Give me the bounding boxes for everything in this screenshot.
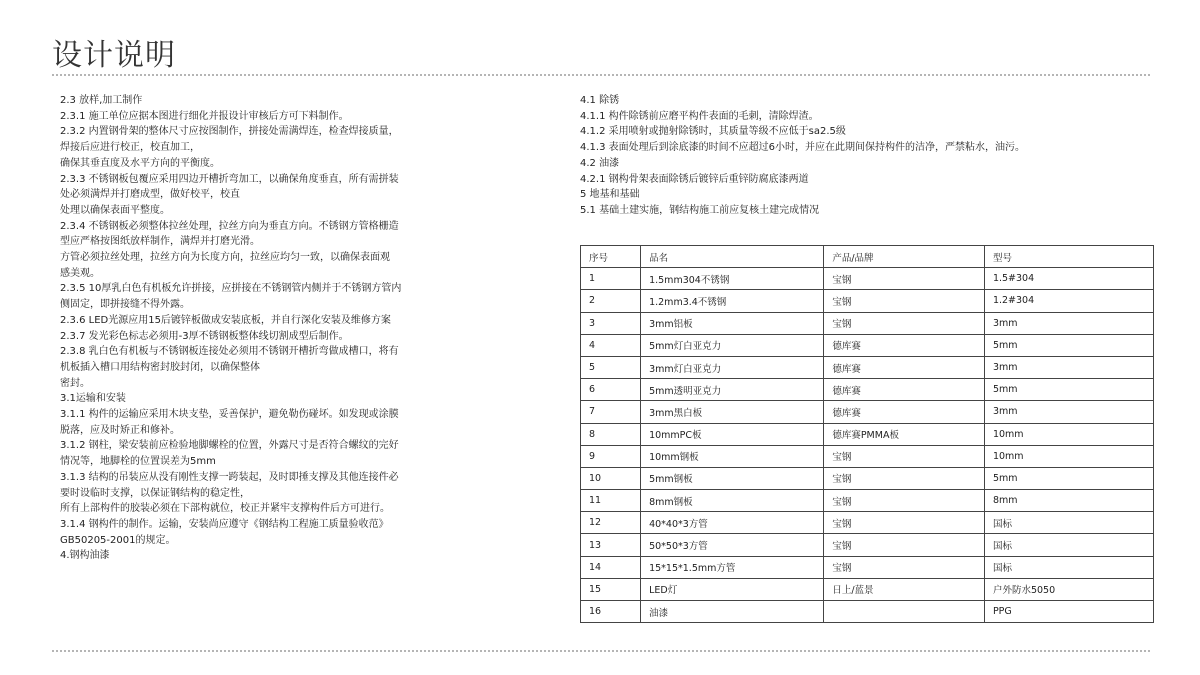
table-row	[581, 556, 1154, 578]
right-notes-column	[580, 93, 1155, 219]
note-line: 5 地基和基础	[580, 189, 640, 201]
cell-index: 8	[581, 423, 641, 445]
table-row	[581, 601, 1154, 623]
note-line: 处必须满焊并打磨成型，做好校平，校直	[60, 189, 240, 201]
cell-brand: 德库赛PMMA板	[824, 423, 985, 445]
left-notes-column	[60, 93, 500, 564]
table-row	[581, 334, 1154, 356]
cell-model: 国标	[984, 556, 1153, 578]
cell-product-name: 10mm钢板	[641, 445, 824, 467]
cell-product-name: 40*40*3方管	[641, 512, 824, 534]
table-row	[581, 467, 1154, 489]
note-line: 3.1.1 构件的运输应采用木块支垫，妥善保护，避免勒伤碰坏。如发现或涂膜	[60, 409, 399, 421]
cell-model: 1.5#304	[984, 268, 1153, 290]
cell-brand: 宝钢	[824, 556, 985, 578]
cell-model: 户外防水5050	[984, 578, 1153, 600]
note-line: 4.1 除锈	[580, 95, 620, 106]
cell-model: PPG	[984, 601, 1153, 623]
table-row	[581, 401, 1154, 423]
cell-index: 16	[581, 601, 641, 623]
cell-index: 7	[581, 401, 641, 423]
cell-model: 5mm	[984, 334, 1153, 356]
note-line: 处理以确保表面平整度。	[60, 204, 170, 216]
note-line: 2.3.1 施工单位应据本图进行细化并报设计审核后方可下料制作。	[60, 110, 349, 122]
note-line: 4.2.1 钢构骨架表面除锈后镀锌后重锌防腐底漆两道	[580, 173, 809, 185]
cell-model: 5mm	[984, 467, 1153, 489]
header-model: 型号	[984, 246, 1153, 268]
table-row	[581, 534, 1154, 556]
cell-product-name: 1.5mm304不锈钢	[641, 268, 824, 290]
note-line: 4.1.2 采用喷射或抛射除锈时，其质量等级不应低于sa2.5级	[580, 126, 846, 138]
cell-brand: 宝钢	[824, 467, 985, 489]
cell-model: 1.2#304	[984, 290, 1153, 312]
note-line: 感美观。	[60, 267, 100, 279]
cell-product-name: 5mm钢板	[641, 467, 824, 489]
note-line: 方管必须拉丝处理，拉丝方向为长度方向，拉丝应均匀一致，以确保表面观	[60, 252, 390, 264]
cell-index: 14	[581, 556, 641, 578]
cell-product-name: 5mm灯白亚克力	[641, 334, 824, 356]
cell-index: 9	[581, 445, 641, 467]
table-row	[581, 268, 1154, 290]
cell-index: 3	[581, 312, 641, 334]
cell-brand: 德库赛	[824, 379, 985, 401]
table-row	[581, 423, 1154, 445]
note-line: 要时设临时支撑，以保证钢结构的稳定性，	[60, 487, 250, 499]
note-line: 2.3.7 发光彩色标志必须用-3厚不锈钢板整体线切割成型后制作。	[60, 330, 349, 342]
cell-index: 1	[581, 268, 641, 290]
cell-index: 6	[581, 379, 641, 401]
cell-model: 3mm	[984, 401, 1153, 423]
cell-index: 15	[581, 578, 641, 600]
materials-table	[580, 245, 1154, 623]
cell-product-name: 5mm透明亚克力	[641, 379, 824, 401]
cell-brand: 德库赛	[824, 356, 985, 378]
table-row	[581, 290, 1154, 312]
note-line: 3.1运输和安装	[60, 393, 126, 405]
note-line: 4.2 油漆	[580, 157, 620, 169]
note-line: 2.3.4 不锈钢板必须整体拉丝处理，拉丝方向为垂直方向。不锈钢方管格栅造	[60, 220, 399, 232]
cell-brand: 宝钢	[824, 512, 985, 534]
note-line: 3.1.3 结构的吊装应从没有刚性支撑一跨装起，及时即捶支撑及其他连接件必	[60, 471, 399, 483]
top-dotted-divider	[52, 74, 1150, 76]
note-line: 4.1.1 构件除锈前应磨平构件表面的毛刺，清除焊渣。	[580, 110, 819, 122]
cell-brand: 宝钢	[824, 268, 985, 290]
header-product-name: 品名	[641, 246, 824, 268]
cell-product-name: LED灯	[641, 578, 824, 600]
note-line: 5.1 基础土建实施，钢结构施工前应复核土建完成情况	[580, 204, 820, 216]
cell-model: 国标	[984, 534, 1153, 556]
cell-brand: 宝钢	[824, 445, 985, 467]
note-line: 机板插入槽口用结构密封胶封闭，以确保整体	[60, 361, 260, 373]
cell-product-name: 15*15*1.5mm方管	[641, 556, 824, 578]
cell-brand: 日上/蓝景	[824, 578, 985, 600]
table-row	[581, 578, 1154, 600]
cell-brand: 宝钢	[824, 290, 985, 312]
note-line: 4.钢构油漆	[60, 550, 110, 562]
note-line: 4.1.3 表面处理后到涂底漆的时间不应超过6小时，并应在此期间保持构件的洁净，严禁粘水，油污。	[580, 142, 1025, 154]
header-index: 序号	[581, 246, 641, 268]
cell-product-name: 10mmPC板	[641, 423, 824, 445]
note-line: 型应严格按图纸放样制作，满焊并打磨光滑。	[60, 236, 260, 248]
note-line: 2.3.2 内置钢骨架的整体尺寸应按图制作，拼接处需满焊连，检查焊接质量，	[60, 126, 399, 138]
table-row	[581, 356, 1154, 378]
cell-product-name: 3mm铝板	[641, 312, 824, 334]
cell-product-name: 3mm灯白亚克力	[641, 356, 824, 378]
cell-brand: 宝钢	[824, 534, 985, 556]
cell-index: 10	[581, 467, 641, 489]
cell-brand: 德库赛	[824, 334, 985, 356]
note-line: 2.3.6 LED光源应用15后镀锌板做成安装底板，并自行深化安装及维修方案	[60, 314, 391, 326]
note-line: 侧固定，即拼接缝不得外露。	[60, 299, 190, 311]
cell-index: 2	[581, 290, 641, 312]
cell-index: 5	[581, 356, 641, 378]
bottom-dotted-divider	[52, 650, 1150, 652]
cell-model: 3mm	[984, 356, 1153, 378]
cell-index: 13	[581, 534, 641, 556]
cell-model: 国标	[984, 512, 1153, 534]
cell-product-name: 8mm钢板	[641, 490, 824, 512]
table-row	[581, 445, 1154, 467]
note-line: GB50205-2001的规定。	[60, 534, 176, 546]
cell-brand: 德库赛	[824, 401, 985, 423]
cell-model: 10mm	[984, 445, 1153, 467]
cell-brand: 宝钢	[824, 312, 985, 334]
cell-model: 5mm	[984, 379, 1153, 401]
note-line: 情况等，地脚栓的位置误差为5mm	[60, 456, 216, 468]
cell-brand: 宝钢	[824, 490, 985, 512]
note-line: 2.3.3 不锈钢板包覆应采用四边开槽折弯加工，以确保角度垂直，所有需拼装	[60, 173, 399, 185]
table-row	[581, 512, 1154, 534]
note-line: 确保其垂直度及水平方向的平衡度。	[60, 157, 220, 169]
cell-index: 4	[581, 334, 641, 356]
note-line: 所有上部构件的胶装必须在下部构就位，校正并紧牢支撑构件后方可进行。	[60, 503, 390, 515]
note-line: 2.3 放样,加工制作	[60, 95, 143, 106]
note-line: 3.1.4 钢构件的制作。运输，安装尚应遵守《钢结构工程施工质量验收范》	[60, 518, 389, 530]
note-line: 3.1.2 钢柱，梁安装前应检验地脚螺栓的位置，外露尺寸是否符合螺纹的完好	[60, 440, 399, 452]
table-row	[581, 312, 1154, 334]
cell-index: 11	[581, 490, 641, 512]
cell-model: 10mm	[984, 423, 1153, 445]
cell-brand	[824, 601, 985, 623]
header-brand: 产品/品牌	[824, 246, 985, 268]
note-line: 密封。	[60, 377, 90, 389]
table-header-row	[581, 246, 1154, 268]
note-line: 焊接后应进行校正，校直加工，	[60, 142, 200, 154]
table-row	[581, 490, 1154, 512]
cell-product-name: 油漆	[641, 601, 824, 623]
note-line: 2.3.8 乳白色有机板与不锈钢板连接处必须用不锈钢开槽折弯做成槽口，将有	[60, 346, 399, 358]
cell-product-name: 3mm黑白板	[641, 401, 824, 423]
cell-product-name: 1.2mm3.4不锈钢	[641, 290, 824, 312]
cell-model: 3mm	[984, 312, 1153, 334]
note-line: 2.3.5 10厚乳白色有机板允许拼接，应拼接在不锈钢管内侧并于不锈钢方管内	[60, 283, 402, 295]
cell-index: 12	[581, 512, 641, 534]
cell-product-name: 50*50*3方管	[641, 534, 824, 556]
table-row	[581, 379, 1154, 401]
page-title: 设计说明	[52, 38, 176, 73]
cell-model: 8mm	[984, 490, 1153, 512]
note-line: 脱落，应及时矫正和修补。	[60, 424, 180, 436]
